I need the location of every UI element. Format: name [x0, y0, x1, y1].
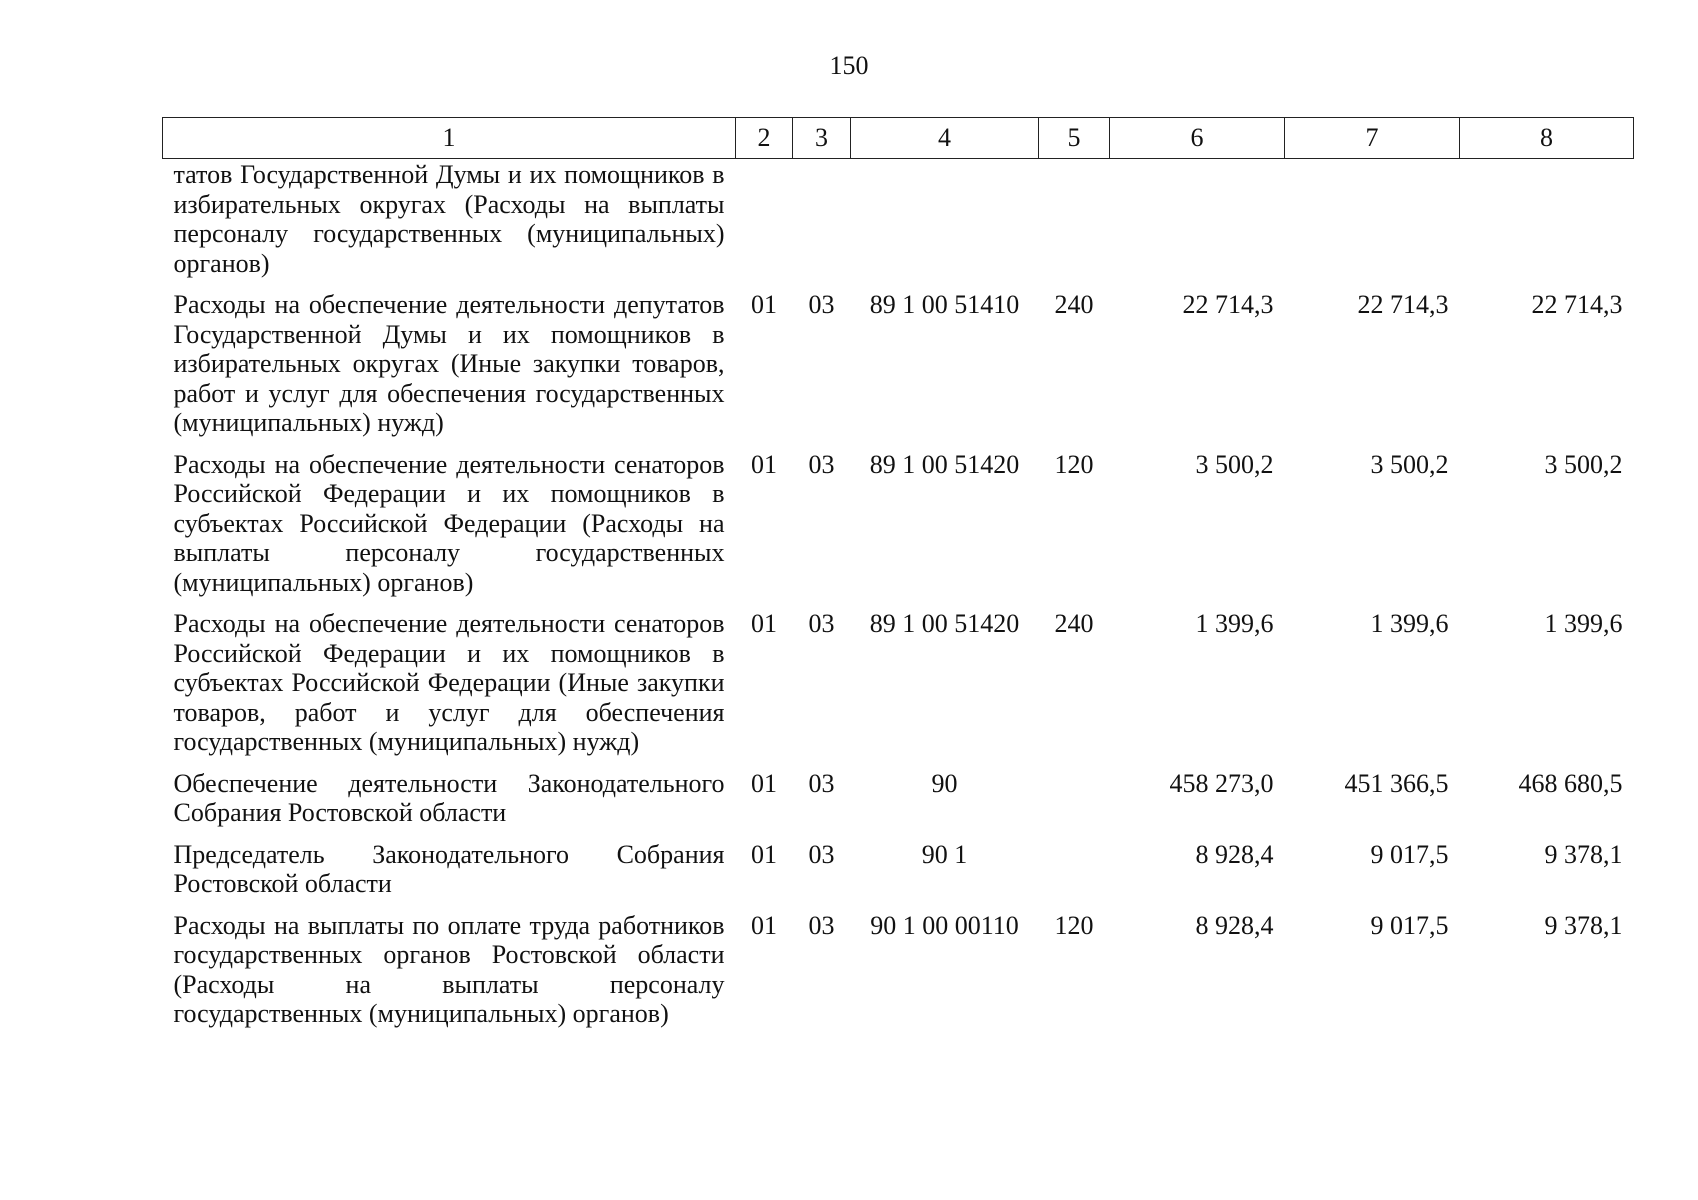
row-expense-type-code: 240: [1054, 609, 1094, 638]
row-description: Обеспечение деятельности Законодательного Собрания Ростовской области: [173, 768, 725, 827]
row-expense-type-code: 120: [1054, 449, 1094, 479]
row-target-article-code: 90: [931, 768, 958, 798]
row-target-article-code: 90 1 00 00110: [870, 910, 1019, 940]
row-expense-type-code: [1039, 769, 1110, 840]
row-expense-type-code: 120: [1054, 910, 1094, 940]
row-amount-col8: 468 680,5: [1518, 768, 1623, 798]
row-section-code: 01: [751, 910, 777, 940]
row-expense-type-code: 240: [1054, 290, 1094, 319]
row-target-article-code: [851, 159, 1039, 291]
row-amount-col6: 22 714,3: [1182, 290, 1274, 319]
header-cell-6: 6: [1110, 118, 1285, 159]
row-target-article-code: 89 1 00 51420: [869, 609, 1020, 638]
row-section-code: 01: [751, 290, 777, 319]
header-cell-4: 4: [851, 118, 1039, 159]
row-section-code: 01: [751, 768, 777, 798]
row-amount-col7: 22 714,3: [1357, 290, 1449, 319]
row-section-code: 01: [751, 839, 777, 869]
row-amount-col8: 1 399,6: [1544, 609, 1623, 638]
row-description: Расходы на обеспечение деятельности сенаторов Российской Федерации и их помощников в субъектах Российской Федерации (Иные закупки товаров, работ и услуг для обеспечения государственных (муниципальных) нужд): [173, 609, 725, 756]
row-subsection-code: 03: [808, 609, 835, 638]
header-row: [163, 118, 1634, 159]
row-amount-col7: 3 500,2: [1370, 449, 1449, 479]
row-amount-col8: 3 500,2: [1544, 449, 1623, 479]
page-number: 150: [829, 51, 869, 80]
row-target-article-code: 89 1 00 51410: [869, 290, 1020, 319]
row-description: татов Государственной Думы и их помощников в избирательных округах (Расходы на выплаты персоналу государственных (муниципальных) органов): [173, 160, 725, 278]
row-subsection-code: 03: [808, 839, 835, 869]
header-cell-1: 1: [163, 118, 736, 159]
row-amount-col7: 9 017,5: [1370, 910, 1449, 940]
row-section-code: [736, 159, 793, 291]
header-cell-7: 7: [1285, 118, 1460, 159]
row-subsection-code: [793, 159, 851, 291]
row-section-code: 01: [751, 449, 777, 479]
row-description: Расходы на выплаты по оплате труда работников государственных органов Ростовской области (Расходы на выплаты персоналу государственных (муниципальных) органов): [173, 910, 725, 1028]
row-amount-col6: 1 399,6: [1195, 609, 1274, 638]
row-amount-col6: 8 928,4: [1195, 910, 1274, 940]
budget-table: [162, 117, 1634, 1041]
row-subsection-code: 03: [808, 910, 835, 940]
table-row: [163, 159, 1634, 291]
table-row: [163, 609, 1634, 769]
header-cell-3: 3: [793, 118, 851, 159]
row-amount-col8: 9 378,1: [1544, 910, 1623, 940]
row-expense-type-code: [1039, 159, 1110, 291]
row-amount-col6: 8 928,4: [1195, 839, 1274, 869]
header-cell-2: 2: [736, 118, 793, 159]
row-amount-col6: [1110, 159, 1285, 291]
table-row: [163, 769, 1634, 840]
table-body: [163, 159, 1634, 1041]
table-row: [163, 290, 1634, 450]
row-amount-col7: [1285, 159, 1460, 291]
row-target-article-code: 89 1 00 51420: [869, 449, 1020, 479]
row-target-article-code: 90 1: [921, 839, 968, 869]
row-subsection-code: 03: [808, 449, 835, 479]
row-amount-col7: 1 399,6: [1370, 609, 1449, 638]
row-expense-type-code: [1039, 840, 1110, 911]
header-cell-8: 8: [1460, 118, 1634, 159]
row-amount-col8: [1460, 159, 1634, 291]
row-description: Расходы на обеспечение деятельности депутатов Государственной Думы и их помощников в избирательных округах (Иные закупки товаров, работ и услуг для обеспечения государственных (муниципальных) нужд): [173, 290, 725, 437]
table-row: [163, 840, 1634, 911]
row-description: Расходы на обеспечение деятельности сенаторов Российской Федерации и их помощников в субъектах Российской Федерации (Расходы на выплаты персоналу государственных (муниципальных) органов): [173, 449, 725, 597]
row-amount-col7: 9 017,5: [1370, 839, 1449, 869]
row-amount-col8: 22 714,3: [1531, 290, 1623, 319]
table-header: [163, 118, 1634, 159]
row-description: Председатель Законодательного Собрания Ростовской области: [173, 839, 725, 898]
row-subsection-code: 03: [808, 290, 835, 319]
table-row: [163, 450, 1634, 610]
row-amount-col6: 458 273,0: [1169, 768, 1274, 798]
table-row: [163, 911, 1634, 1041]
row-subsection-code: 03: [808, 768, 835, 798]
row-section-code: 01: [751, 609, 777, 638]
row-amount-col7: 451 366,5: [1344, 768, 1449, 798]
header-cell-5: 5: [1039, 118, 1110, 159]
row-amount-col8: 9 378,1: [1544, 839, 1623, 869]
row-amount-col6: 3 500,2: [1195, 449, 1274, 479]
